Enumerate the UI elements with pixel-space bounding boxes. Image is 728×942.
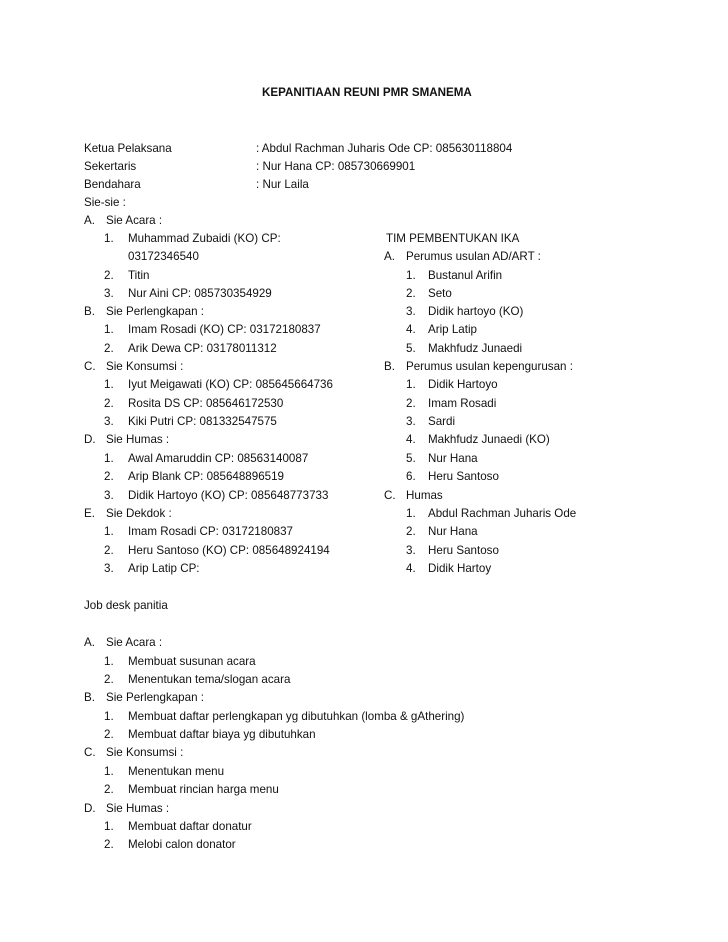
member-num: 1. bbox=[104, 525, 114, 538]
member-text: Awal Amaruddin CP: 08563140087 bbox=[128, 452, 309, 465]
member-num: 3. bbox=[104, 562, 114, 575]
jobdesk-letter: C. bbox=[84, 746, 96, 759]
ika-group-letter: B. bbox=[384, 360, 395, 373]
sie-name: Sie Konsumsi : bbox=[106, 360, 184, 373]
task-num: 1. bbox=[104, 710, 114, 723]
member-text: Muhammad Zubaidi (KO) CP: bbox=[128, 232, 281, 245]
ika-member-num: 5. bbox=[406, 342, 416, 355]
member-text: Didik Hartoyo (KO) CP: 085648773733 bbox=[128, 489, 329, 502]
member-num: 2. bbox=[104, 397, 114, 410]
ika-member-text: Didik Hartoyo bbox=[428, 378, 498, 391]
sie-name: Sie Acara : bbox=[106, 214, 163, 227]
ika-group-letter: C. bbox=[384, 489, 396, 502]
ika-member-num: 2. bbox=[406, 397, 416, 410]
ika-member-num: 3. bbox=[406, 544, 416, 557]
ika-member-text: Arip Latip bbox=[428, 323, 477, 336]
member-text: Arik Dewa CP: 03178011312 bbox=[128, 342, 277, 355]
member-text: Nur Aini CP: 085730354929 bbox=[128, 287, 272, 300]
member-text: Iyut Meigawati (KO) CP: 085645664736 bbox=[128, 378, 333, 391]
task-num: 2. bbox=[104, 728, 114, 741]
member-num: 3. bbox=[104, 489, 114, 502]
member-num: 1. bbox=[104, 452, 114, 465]
officer-role-sekertaris: Sekertaris bbox=[84, 160, 137, 173]
member-num: 3. bbox=[104, 287, 114, 300]
ika-member-num: 1. bbox=[406, 507, 416, 520]
member-text: Kiki Putri CP: 081332547575 bbox=[128, 415, 277, 428]
member-text: Titin bbox=[128, 269, 150, 282]
page-title: KEPANITIAAN REUNI PMR SMANEMA bbox=[262, 86, 472, 99]
ika-member-num: 4. bbox=[406, 562, 416, 575]
jobdesk-letter: A. bbox=[84, 636, 95, 649]
ika-member-text: Nur Hana bbox=[428, 525, 478, 538]
member-num: 1. bbox=[104, 378, 114, 391]
task-num: 1. bbox=[104, 655, 114, 668]
officer-value-sekertaris: : Nur Hana CP: 085730669901 bbox=[256, 160, 416, 173]
ika-member-text: Bustanul Arifin bbox=[428, 269, 503, 282]
jobdesk-letter: D. bbox=[84, 802, 96, 815]
member-text: Arip Blank CP: 085648896519 bbox=[128, 470, 284, 483]
member-text: Heru Santoso (KO) CP: 085648924194 bbox=[128, 544, 330, 557]
ika-group-name: Perumus usulan AD/ART : bbox=[406, 250, 541, 263]
sie-name: Sie Humas : bbox=[106, 433, 170, 446]
ika-member-text: Seto bbox=[428, 287, 452, 300]
ika-member-text: Nur Hana bbox=[428, 452, 478, 465]
task-num: 2. bbox=[104, 838, 114, 851]
jobdesk-letter: B. bbox=[84, 691, 95, 704]
member-text: Arip Latip CP: bbox=[128, 562, 200, 575]
ika-member-num: 1. bbox=[406, 269, 416, 282]
ika-member-text: Heru Santoso bbox=[428, 544, 499, 557]
jobdesk-section-name: Sie Perlengkapan : bbox=[106, 691, 204, 704]
sie-letter: C. bbox=[84, 360, 96, 373]
ika-member-num: 1. bbox=[406, 378, 416, 391]
task-num: 1. bbox=[104, 765, 114, 778]
ika-member-text: Makhfudz Junaedi bbox=[428, 342, 523, 355]
ika-member-num: 2. bbox=[406, 525, 416, 538]
jobdesk-section-name: Sie Acara : bbox=[106, 636, 163, 649]
task-num: 1. bbox=[104, 820, 114, 833]
task-text: Menentukan menu bbox=[128, 765, 225, 778]
ika-member-text: Didik hartoyo (KO) bbox=[428, 305, 524, 318]
task-text: Membuat susunan acara bbox=[128, 655, 256, 668]
ika-member-text: Didik Hartoy bbox=[428, 562, 492, 575]
ika-member-num: 3. bbox=[406, 415, 416, 428]
task-text: Menentukan tema/slogan acara bbox=[128, 673, 291, 686]
sie-letter: A. bbox=[84, 214, 95, 227]
member-text: Imam Rosadi CP: 03172180837 bbox=[128, 525, 293, 538]
member-num: 3. bbox=[104, 415, 114, 428]
ika-heading: TIM PEMBENTUKAN IKA bbox=[386, 232, 520, 245]
member-text-continued: 03172346540 bbox=[128, 250, 199, 263]
task-num: 2. bbox=[104, 783, 114, 796]
ika-member-text: Imam Rosadi bbox=[428, 397, 497, 410]
member-num: 2. bbox=[104, 544, 114, 557]
officer-role-bendahara: Bendahara bbox=[84, 178, 141, 191]
officer-value-ketua: : Abdul Rachman Juharis Ode CP: 085630118804 bbox=[256, 142, 513, 155]
jobdesk-section-name: Sie Humas : bbox=[106, 802, 170, 815]
ika-member-num: 4. bbox=[406, 433, 416, 446]
ika-group-name: Humas bbox=[406, 489, 443, 502]
sie-name: Sie Dekdok : bbox=[106, 507, 172, 520]
task-text: Membuat daftar perlengkapan yg dibutuhkan (lomba & gAthering) bbox=[128, 710, 465, 723]
member-num: 1. bbox=[104, 232, 114, 245]
officer-role-ketua: Ketua Pelaksana bbox=[84, 142, 172, 155]
ika-member-num: 6. bbox=[406, 470, 416, 483]
sie-letter: B. bbox=[84, 305, 95, 318]
ika-member-text: Makhfudz Junaedi (KO) bbox=[428, 433, 550, 446]
sie-heading: Sie-sie : bbox=[84, 196, 126, 209]
ika-member-num: 4. bbox=[406, 323, 416, 336]
ika-member-text: Heru Santoso bbox=[428, 470, 499, 483]
ika-member-text: Abdul Rachman Juharis Ode bbox=[428, 507, 577, 520]
officer-value-bendahara: : Nur Laila bbox=[256, 178, 309, 191]
jobdesk-section-name: Sie Konsumsi : bbox=[106, 746, 184, 759]
ika-member-num: 2. bbox=[406, 287, 416, 300]
member-num: 2. bbox=[104, 269, 114, 282]
member-text: Imam Rosadi (KO) CP: 03172180837 bbox=[128, 323, 321, 336]
sie-name: Sie Perlengkapan : bbox=[106, 305, 204, 318]
member-num: 1. bbox=[104, 323, 114, 336]
member-num: 2. bbox=[104, 470, 114, 483]
ika-group-name: Perumus usulan kepengurusan : bbox=[406, 360, 573, 373]
ika-group-letter: A. bbox=[384, 250, 395, 263]
member-num: 2. bbox=[104, 342, 114, 355]
jobdesk-heading: Job desk panitia bbox=[84, 599, 168, 612]
task-text: Membuat daftar biaya yg dibutuhkan bbox=[128, 728, 316, 741]
ika-member-num: 5. bbox=[406, 452, 416, 465]
sie-letter: D. bbox=[84, 433, 96, 446]
task-text: Membuat rincian harga menu bbox=[128, 783, 279, 796]
task-num: 2. bbox=[104, 673, 114, 686]
sie-letter: E. bbox=[84, 507, 95, 520]
member-text: Rosita DS CP: 085646172530 bbox=[128, 397, 284, 410]
ika-member-text: Sardi bbox=[428, 415, 456, 428]
task-text: Membuat daftar donatur bbox=[128, 820, 252, 833]
task-text: Melobi calon donator bbox=[128, 838, 236, 851]
ika-member-num: 3. bbox=[406, 305, 416, 318]
